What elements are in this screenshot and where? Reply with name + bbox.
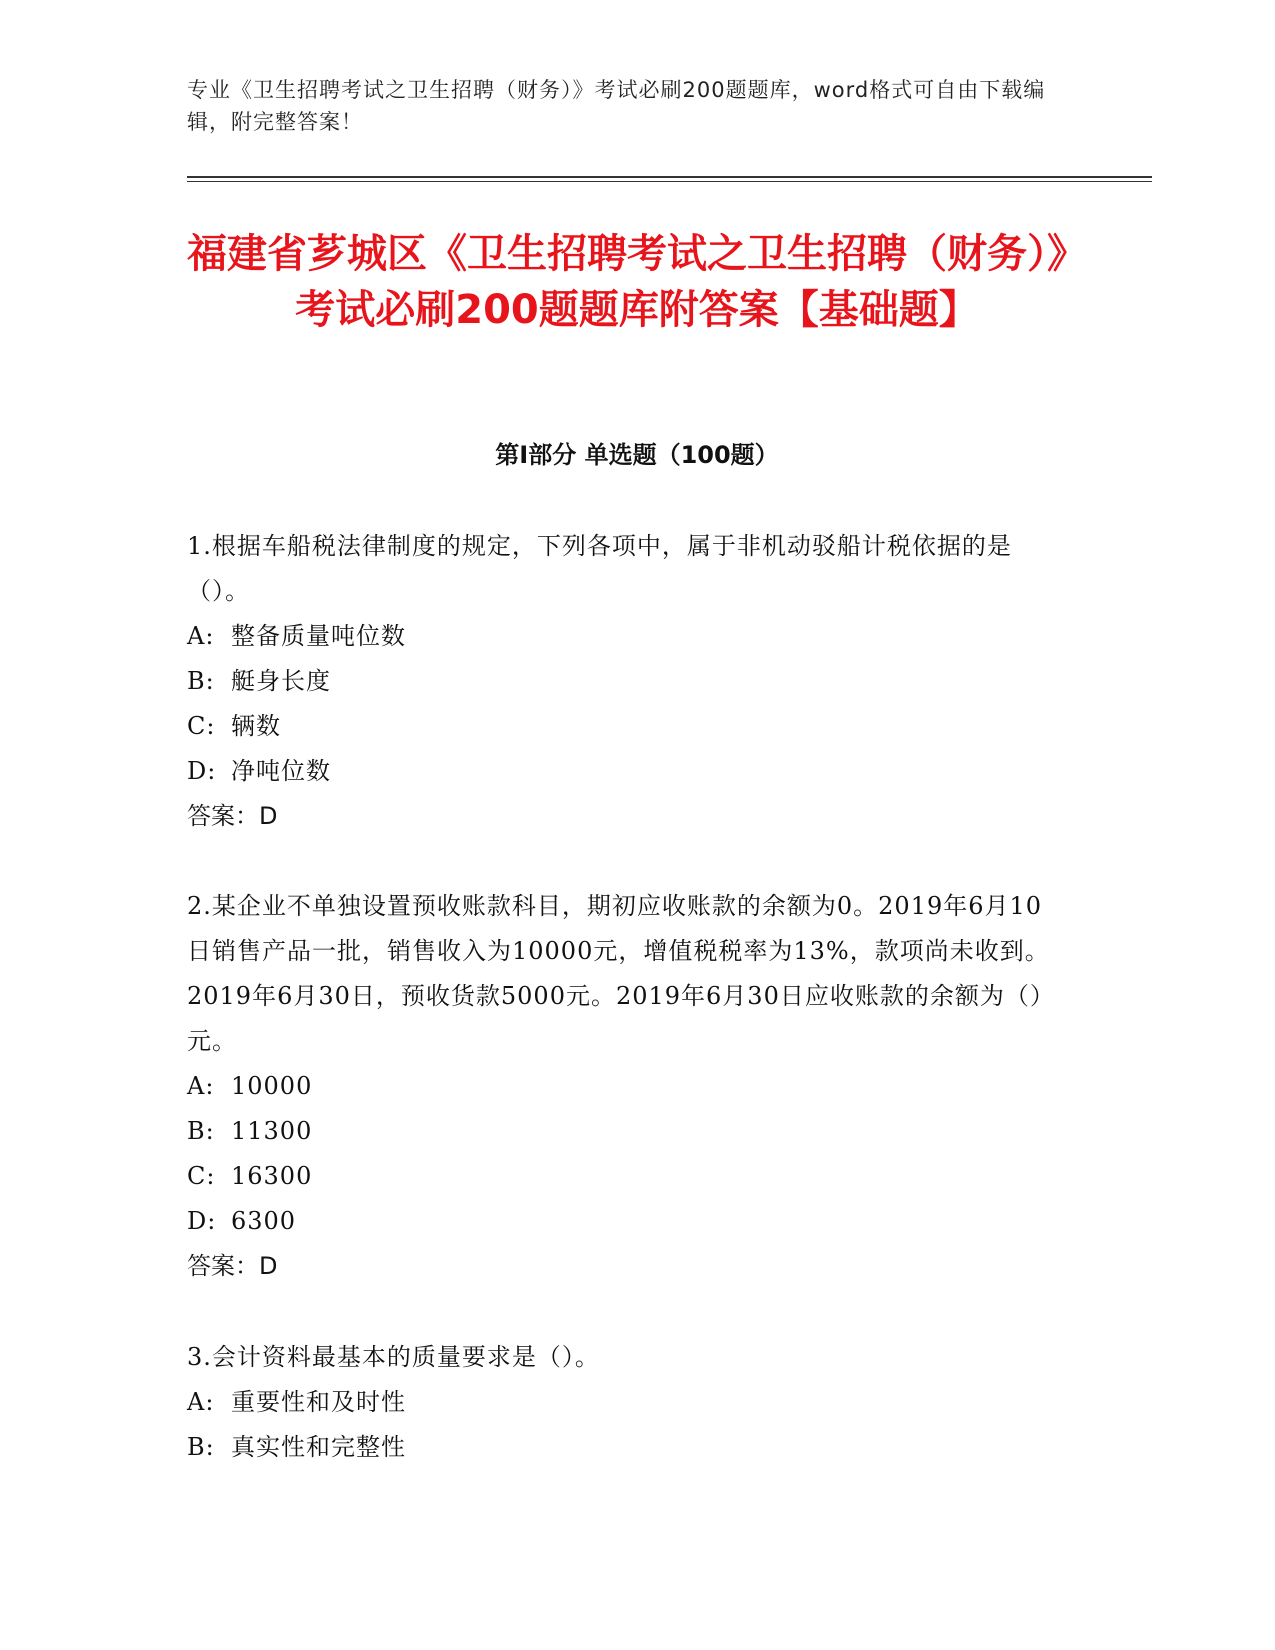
question-2 [187,884,1067,1289]
answer: 答案：D [187,802,278,830]
question-stem: 2.某企业不单独设置预收账款科目，期初应收账款的余额为0。2019年6月10日销售产品一批，销售收入为10000元，增值税税率为13%，款项尚未收到。2019年6月30日，预收货款5000元。2019年6月30日应收账款的余额为（）元。 [187,892,1055,1055]
option-a [187,1064,1067,1109]
option-key: C: [187,1162,216,1190]
option-key: D: [187,1207,217,1235]
option-text: 净吨位数 [231,757,331,785]
option-text: 11300 [231,1117,313,1145]
answer: 答案：D [187,1252,278,1280]
option-key: D: [187,757,217,785]
header-note: 专业《卫生招聘考试之卫生招聘（财务）》考试必刷200题题库，word格式可自由下载编辑，附完整答案！ [187,78,1046,134]
option-key: C: [187,712,216,740]
option-key: B: [187,667,215,695]
option-key: B: [187,1433,215,1461]
option-key: B: [187,1117,215,1145]
option-key: A: [187,1388,215,1416]
option-b [187,1109,1067,1154]
option-a [187,614,1067,659]
option-text: 真实性和完整性 [231,1433,406,1461]
option-b [187,1425,1067,1470]
question-3 [187,1335,1067,1470]
header-divider-thin [187,181,1152,182]
option-text: 6300 [231,1207,297,1235]
option-c [187,1154,1067,1199]
header-divider-thick [187,176,1152,178]
option-text: 艇身长度 [231,667,331,695]
question-stem: 3.会计资料最基本的质量要求是（）。 [187,1343,600,1371]
option-a [187,1380,1067,1425]
option-text: 重要性和及时性 [231,1388,406,1416]
option-b [187,659,1067,704]
option-text: 辆数 [231,712,281,740]
question-1 [187,524,1067,839]
option-d [187,1199,1067,1244]
option-c [187,704,1067,749]
option-d [187,749,1067,794]
option-key: A: [187,1072,215,1100]
option-key: A: [187,622,215,650]
question-stem: 1.根据车船税法律制度的规定，下列各项中，属于非机动驳船计税依据的是（）。 [187,532,1012,605]
option-text: 整备质量吨位数 [231,622,406,650]
section-title: 第I部分 单选题（100题） [495,441,779,469]
document-title: 福建省芗城区《卫生招聘考试之卫生招聘（财务）》考试必刷200题题库附答案【基础题】 [187,231,1087,333]
option-text: 10000 [231,1072,313,1100]
option-text: 16300 [231,1162,313,1190]
